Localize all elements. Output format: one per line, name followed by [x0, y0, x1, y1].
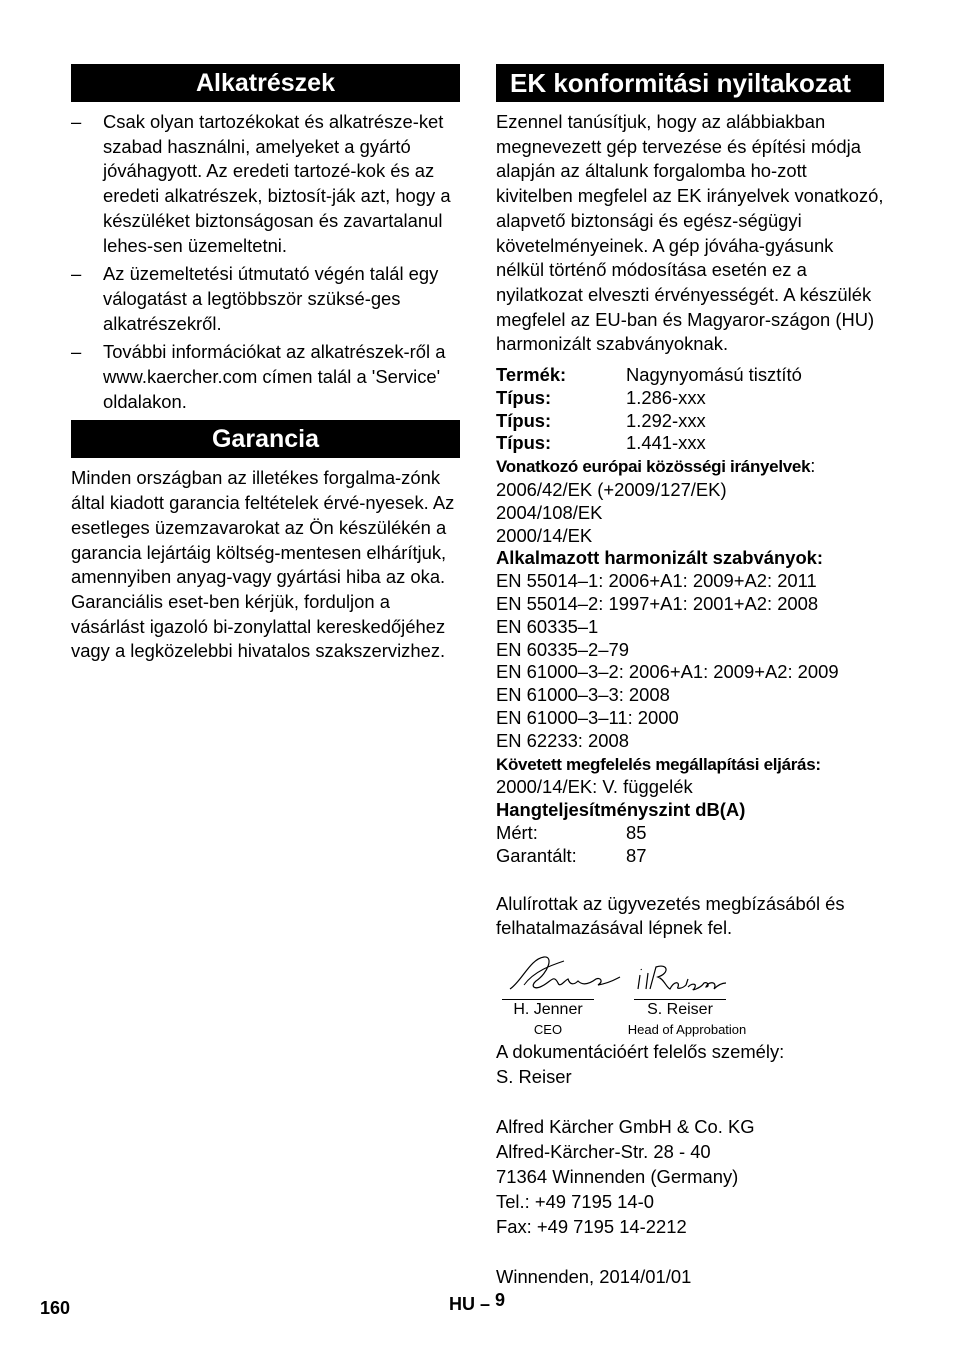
- standard: EN 55014–2: 1997+A1: 2001+A2: 2008: [496, 593, 819, 614]
- guaranteed-value: 87: [626, 844, 647, 866]
- type-value: 1.292-xxx: [626, 409, 706, 431]
- signer1-name: H. Jenner: [513, 1000, 583, 1018]
- footer-section-page: 9: [495, 1290, 506, 1310]
- directive: 2000/14/EK: [496, 524, 593, 546]
- bullet-dash: –: [71, 111, 82, 132]
- type-label: Típus:: [496, 409, 552, 431]
- standard: EN 62233: 2008: [496, 729, 629, 751]
- bullet-dash: –: [71, 263, 82, 285]
- warranty-heading: Garancia: [71, 420, 460, 458]
- company-city: 71364 Winnenden (Germany): [496, 1165, 739, 1187]
- conformity-intro: Ezennel tanúsítjuk, hogy az alábbiakban megnevezett gép tervezése és építési módja alapján az általunk forgalomba ho-zott kivitelben megfelel az EK irányelvek vonatkozó, alapvető biztonsági és egész-ségügyi követelményeinek. A gép jóváha-gyásunk nélkül történő módosítása esetén ez a nyilatkozat elveszti érvényességét. A készülék megfelel az EU-ban és Magyaror-szágon (HU) harmonizált szabványoknak.: [496, 111, 884, 355]
- standards-label: Alkalmazott harmonizált szabványok:: [496, 547, 824, 569]
- left-column: [71, 64, 460, 664]
- company-street: Alfred-Kärcher-Str. 28 - 40: [496, 1140, 711, 1162]
- signature-line: [634, 999, 726, 1000]
- doc-person: S. Reiser: [496, 1065, 572, 1087]
- standard: EN 55014–1: 2006+A1: 2009+A2: 2011: [496, 570, 817, 592]
- procedure-label: Követett megfelelés megállapítási eljárás:: [496, 754, 821, 774]
- directive: 2004/108/EK: [496, 501, 603, 523]
- signer2-role: Head of Approbation: [627, 1021, 747, 1037]
- signature-jenner: [504, 951, 622, 997]
- standard: EN 60335–2–79: [496, 638, 629, 660]
- list-item: – További információkat az alkatrészek-ről a www.kaercher.com címen talál a 'Service' oldalakon.: [71, 341, 446, 412]
- type-value: 1.441-xxx: [626, 432, 706, 454]
- signatories-text: Alulírottak az ügyvezetés megbízásából és felhatalmazásával lépnek fel.: [496, 892, 845, 939]
- type-label: Típus:: [496, 386, 552, 408]
- company-fax: Fax: +49 7195 14-2212: [496, 1215, 687, 1237]
- measured-label: Mért:: [496, 821, 538, 843]
- guaranteed-label: Garantált:: [496, 844, 577, 866]
- footer-lang: HU: [449, 1294, 475, 1314]
- product-details: [496, 364, 884, 455]
- sound-label: Hangteljesítményszint dB(A): [496, 799, 746, 821]
- bullet-dash: –: [71, 341, 82, 363]
- directive: 2006/42/EK (+2009/127/EK): [496, 479, 727, 501]
- procedure-value: 2000/14/EK: V. függelék: [496, 776, 693, 798]
- conformity-heading: EK konformitási nyiltakozat: [496, 64, 884, 102]
- warranty-text: Minden országban az illetékes forgalma-zónk által kiadott garancia feltételek érvé-nyesek. Az esetleges üzemzavarokat az Ön készülékén a garancia lejártáig költség-mentesen elhárítjuk, amennyiben anyag-vagy gyártási hiba az oka. Garanciális eset-ben kérjük, forduljon a vásárlást igazoló bi-zonylattal kereskedőjéhez vagy a legközelebbi hivatalos szakszervizhez.: [71, 467, 455, 662]
- type-value: 1.286-xxx: [626, 386, 706, 408]
- footer-section: [449, 1290, 506, 1315]
- directives-label: Vonatkozó európai közösségi irányelvek: [496, 457, 811, 477]
- signer1-role: CEO: [533, 1021, 563, 1037]
- company-phone: Tel.: +49 7195 14-0: [496, 1190, 654, 1212]
- signature-block: [496, 951, 884, 1039]
- product-label: Termék:: [496, 364, 567, 386]
- measured-value: 85: [626, 821, 647, 843]
- parts-heading: Alkatrészek: [71, 64, 460, 102]
- signature-reiser: [634, 959, 730, 995]
- parts-list: [71, 110, 460, 414]
- page-number: 160: [40, 1298, 71, 1318]
- standard: EN 61000–3–11: 2000: [496, 706, 679, 728]
- right-column: EK konformitási nyiltakozat Ezennel tanúsítjuk, hogy az alábbiakban megnevezett gép tervezése és építési módja alapján az általunk forgalomba ho-zott kivitelben megfelel az EK irányelvek vonatkozó, alapvető biztonsági és egész-ségügyi követelményeinek. A gép jóváha-gyásunk nélkül történő módosítása esetén ez a nyilatkozat elveszti érvényességét. A készülék megfelel az EU-ban és Magyaror-szágon (HU) harmonizált szabványoknak. Termék: Nagynyomású tisztító Típus: 1.286-xxx Típus: 1.292-xxx Típus: 1.441-xxx Vonatkozó európai közösségi irányelvek: 2006/42/EK (+2009/127/EK) 2004/108/EK 2000/14/EK Alkalmazott harmonizált szabványok: EN 55014–1: 2006+A1: 2009+A2: 2011 EN 55014–2: 1997+A1: 2001+A2: 2008 EN 60335–1 EN 60335–2–79 EN 61000–3–2: 2006+A1: 2009+A2: 2009 EN 61000–3–3: 2008 EN 61000–3–11: 2000 EN 62233: 2008 Követett megfelelés megállapítási eljárás: 2000/14/EK: V. függelék Hangteljesítményszint dB(A) Mért: 85 Garantált: 87 Alulírottak az ügyvezetés megbízásából és felhatalmazásával lépnek fel. H. Jenner CEO S. Reiser Head of Approbation A dokumentációért felelős személy: S. Reiser Alfred Kärcher GmbH & Co. KG Alfred-Kärcher-Str. 28 - 40 71364 Winnenden (Germany) Tel.: +49 7195 14-0 Fax: +49 7195 14-2212 Winnenden, 2014/01/01: [496, 64, 884, 1289]
- signer2-name: S. Reiser: [647, 1000, 713, 1018]
- type-label: Típus:: [496, 432, 552, 454]
- footer-dash: –: [480, 1294, 491, 1314]
- signature-line: [502, 999, 594, 1000]
- doc-person-label: A dokumentációért felelős személy:: [496, 1040, 785, 1062]
- list-item: – Az üzemeltetési útmutató végén talál egy válogatást a legtöbbször szüksé-ges alkatrészekről.: [71, 263, 439, 334]
- company-name: Alfred Kärcher GmbH & Co. KG: [496, 1115, 755, 1137]
- standard: EN 61000–3–3: 2008: [496, 684, 670, 706]
- standard: EN 61000–3–2: 2006+A1: 2009+A2: 2009: [496, 661, 839, 683]
- product-value: Nagynyomású tisztító: [626, 364, 802, 386]
- list-item: – Csak olyan tartozékokat és alkatrésze-ket szabad használni, amelyeket a gyártó jóváhagyott. Az eredeti tartozé-kok és az eredeti alkatrészek, biztosít-ják azt, hogy a készüléket biztonságosan és zavartalanul lehes-sen üzemeltetni.: [71, 111, 451, 256]
- standard: EN 60335–1: [496, 615, 599, 637]
- place-date: Winnenden, 2014/01/01: [496, 1265, 692, 1287]
